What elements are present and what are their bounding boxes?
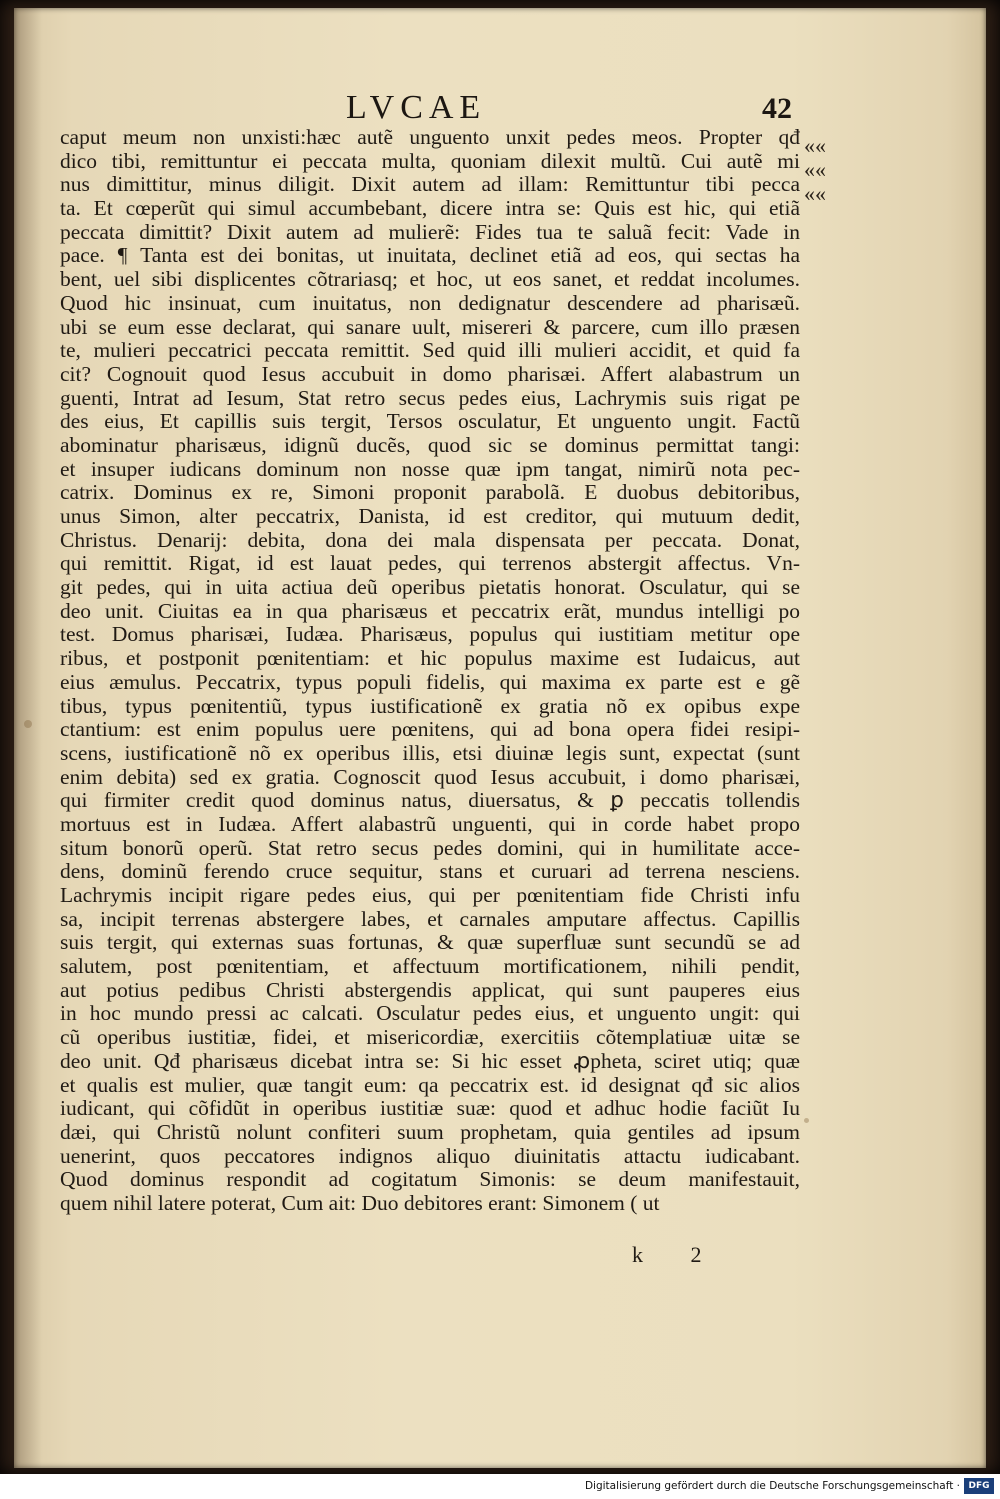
text-line: et insuper iudicans dominum non nosse quæ ipm tangat, nimirũ nota pec- <box>60 457 800 481</box>
text-line: pace. ¶ Tanta est dei bonitas, ut inuitata, declinet etiã ad eos, qui sectas ha <box>60 244 800 268</box>
text-line: git pedes, qui in uita actiua deũ operibus pietatis honorat. Osculatur, qui se <box>60 576 800 600</box>
folio-number: 42 <box>762 92 792 125</box>
text-line: ta. Et cœperũt qui simul accumbebant, dicere intra se: Quis est hic, qui etiã <box>60 197 800 221</box>
text-line: sa, incipit terrenas abstergere labes, et carnales amputare affectus. Capillis <box>60 907 800 931</box>
text-line: qui firmiter credit quod dominus natus, diuersatus, & ꝑ peccatis tollendis <box>60 789 800 813</box>
text-line: dens, dominũ ferendo cruce sequitur, stans et curuari ad terrena nesciens. <box>60 860 800 884</box>
page-header <box>14 88 986 128</box>
text-line: test. Domus pharisæi, Iudæa. Pharisæus, populus qui iustitiam metitur ope <box>60 623 800 647</box>
text-line: cũ operibus iustitiæ, fidei, et misericordiæ, exercitiis cõtemplatiuæ uitæ se <box>60 1026 800 1050</box>
text-line: guenti, Intrat ad Iesum, Stat retro secus pedes eius, Lachrymis suis rigat pe <box>60 386 800 410</box>
digitization-footer <box>0 1474 1000 1499</box>
text-line: deo unit. Ciuitas ea in qua pharisæus et peccatrix erãt, mundus intelligi po <box>60 599 800 623</box>
text-line: et qualis est mulier, quæ tangit eum: qa peccatrix est. id designat qđ sic alios <box>60 1073 800 1097</box>
text-line: aut potius pedibus Christi abstergendis applicat, qui sunt pauperes eius <box>60 978 800 1002</box>
body-text-block <box>60 126 800 1216</box>
text-line: qui remittit. Rigat, id est lauat pedes, qui terrenos abstergit affectus. Vn- <box>60 552 800 576</box>
text-line: iudicant, qui cõfidũt in operibus iustitiæ suæ: quod et adhuc hodie faciũt Iu <box>60 1097 800 1121</box>
text-line: Quod dominus respondit ad cogitatum Simonis: se deum manifestauit, <box>60 1168 800 1192</box>
text-line: Lachrymis incipit rigare pedes eius, qui per pœnitentiam fide Christi infu <box>60 884 800 907</box>
text-line: ubi se eum esse declarat, qui sanare uult, misereri & parcere, cum illo præsen <box>60 315 800 339</box>
signature-letter: k <box>632 1242 643 1267</box>
text-line: cit? Cognouit quod Iesus accubuit in domo pharisæi. Affert alabastrum un <box>60 362 800 386</box>
text-line: nus dimittitur, minus diligit. Dixit autem ad illam: Remittuntur tibi pecca <box>60 173 800 197</box>
text-line: situm bonorũ operũ. Stat retro secus pedes domini, qui in humilitate acce- <box>60 836 800 860</box>
signature-mark <box>632 1242 744 1268</box>
signature-number: 2 <box>690 1242 702 1267</box>
text-line: caput meum non unxisti:hæc autẽ unguento unxit pedes meos. Propter qđ <box>60 126 800 149</box>
text-line: ribus, et postponit pœnitentiam: et hic populus maxime est Iudaicus, aut <box>60 647 800 671</box>
running-title: LVCAE <box>346 89 487 126</box>
text-line: catrix. Dominus ex re, Simoni proponit parabolã. E duobus debitoribus, <box>60 481 800 505</box>
text-line: tibus, typus pœnitentiũ, typus iustificationẽ ex gratia nõ ex opibus expe <box>60 694 800 718</box>
marginal-mark: «« <box>804 181 826 206</box>
text-line: Quod hic insinuat, cum inuitatus, non dedignatur descendere ad pharisæũ. <box>60 291 800 315</box>
marginal-mark: «« <box>804 133 826 158</box>
text-line: eius æmulus. Peccatrix, typus populi fidelis, qui maxima ex parte est e gẽ <box>60 670 800 694</box>
text-line: in hoc mundo pressi ac calcati. Osculatur pedes eius, et unguento ungit: qui <box>60 1002 800 1026</box>
text-line: scens, iustificationẽ nõ ex operibus illis, etsi diuinæ legis sunt, expectat (sunt <box>60 741 800 765</box>
text-line: suis tergit, qui externas suas fortunas, & quæ superfluæ sunt secundũ se ad <box>60 931 800 955</box>
text-line: bent, uel sibi displicentes cõtrariasq; et hoc, ut eos sanet, et reddat incolumes. <box>60 268 800 292</box>
text-line: ctantium: est enim populus uere pœnitens, qui ad bona opera fidei resipi- <box>60 718 800 742</box>
text-line: peccata dimittit? Dixit autem ad mulierẽ: Fides tua te saluã fecit: Vade in <box>60 220 800 244</box>
dfg-logo-icon: DFG <box>964 1478 994 1494</box>
text-line: dæi, qui Christũ nolunt confiteri suum prophetam, quia gentiles ad ipsum <box>60 1120 800 1144</box>
paper-stain <box>24 720 32 728</box>
text-line: dico tibi, remittuntur ei peccata multa, quoniam dilexit multũ. Cui autẽ mi <box>60 149 800 173</box>
text-line: deo unit. Qđ pharisæus dicebat intra se: Si hic esset ꝓpheta, sciret utiq; quæ <box>60 1049 800 1073</box>
book-page <box>14 8 986 1468</box>
text-line: quem nihil latere poterat, Cum ait: Duo debitores erant: Simonem ( ut <box>60 1191 660 1215</box>
text-line: abominatur pharisæus, idignũ ducẽs, quod sic se dominus permittat tangi: <box>60 433 800 457</box>
text-line: enim debita) sed ex gratia. Cognoscit quod Iesus accubuit, i domo pharisæi, <box>60 765 800 789</box>
text-line: uenerint, quos peccatores indignos aliquo diuinitatis attactu iudicabant. <box>60 1144 800 1168</box>
funding-note: Digitalisierung gefördert durch die Deutsche Forschungsgemeinschaft · <box>584 1480 960 1492</box>
text-line: Christus. Denarij: debita, dona dei mala dispensata per peccata. Donat, <box>60 528 800 552</box>
text-line: des eius, Et capillis suis tergit, Tersos osculatur, Et unguento ungit. Factũ <box>60 410 800 434</box>
marginal-quote-marks <box>804 134 834 206</box>
text-line: salutem, post pœnitentiam, et affectuum mortificationem, nihili pendit, <box>60 955 800 979</box>
marginal-mark: «« <box>804 157 826 182</box>
text-line: unus Simon, alter peccatrix, Danista, id est creditor, qui mutuum dedit, <box>60 505 800 528</box>
text-line: te, mulieri peccatrici peccata remittit. Sed quid illi mulieri accidit, et quid fa <box>60 339 800 363</box>
text-line: mortuus est in Iudæa. Affert alabastrũ unguenti, qui in corde habet propo <box>60 812 800 836</box>
paper-stain <box>804 1118 809 1123</box>
